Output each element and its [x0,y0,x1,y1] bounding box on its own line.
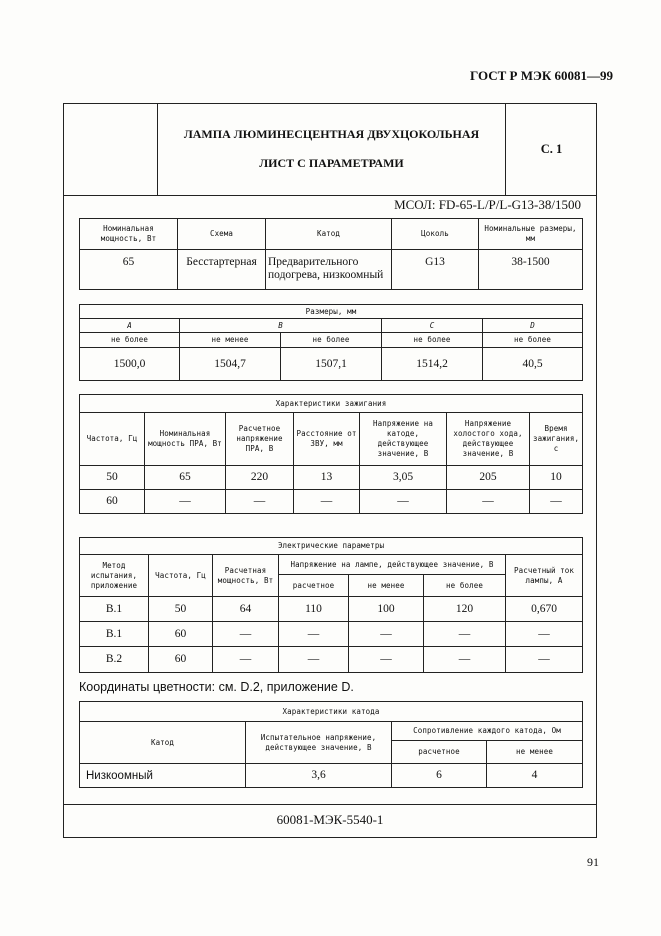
table-cell: — [279,647,349,673]
lamp-main-table [79,218,583,290]
table-cell: — [530,490,583,514]
value-d: 40,5 [483,348,583,381]
table-cell: — [213,647,279,673]
chromaticity-note: Координаты цветности: см. D.2, приложение D. [79,680,354,694]
starting-characteristics-table [79,394,583,514]
header-cathode-voltage: Напряжение на катоде, действующее значение, В [360,413,447,466]
header-ballast-voltage: Расчетное напряжение ПРА, В [226,413,294,466]
value-c: 1514,2 [382,348,483,381]
table-cell: — [424,647,506,673]
table-cell: 0,670 [506,597,583,622]
limit-c: не более [382,333,483,348]
header-left-cell [63,103,158,196]
table-cell: 120 [424,597,506,622]
table-cell: 100 [349,597,424,622]
limit-d: не более [483,333,583,348]
header-cathode: Катод [266,219,392,250]
model-designation: МСОЛ: FD-65-L/P/L-G13-38/1500 [394,197,581,212]
footer-code: 60081-МЭК-5540-1 [276,812,384,827]
col-a: A [80,319,180,333]
header-open-voltage: Напряжение холостого хода, действующее значение, В [447,413,530,466]
sub-max: не более [424,575,506,597]
table-cell: 60 [149,647,213,673]
test-voltage-value: 3,6 [246,764,392,788]
cell-scheme: Бесстартерная [178,250,266,290]
header-cap: Цоколь [392,219,479,250]
table-cell: — [145,490,226,514]
table-cell: — [279,622,349,647]
cathode-type: Низкоомный [80,764,246,788]
starting-title: Характеристики зажигания [80,395,583,413]
value-b-min: 1504,7 [180,348,281,381]
cell-cap: G13 [392,250,479,290]
limit-a: не более [80,333,180,348]
table-cell: — [213,622,279,647]
col-b: B [180,319,382,333]
title-line-1: ЛАМПА ЛЮМИНЕСЦЕНТНАЯ ДВУХЦОКОЛЬНАЯ [183,127,480,141]
table-cell: 65 [145,466,226,490]
table-cell: — [294,490,360,514]
limit-b-max: не более [281,333,382,348]
header-power: Номинальная мощность, Вт [80,219,178,250]
header-start-time: Время зажигания, с [530,413,583,466]
title-line-2: ЛИСТ С ПАРАМЕТРАМИ [259,156,404,170]
header-frequency: Частота, Гц [149,555,213,597]
table-cell: 3,05 [360,466,447,490]
header-scheme: Схема [178,219,266,250]
table-cell: 64 [213,597,279,622]
dimensions-table [79,304,583,381]
header-dimensions: Номинальные размеры, мм [479,219,583,250]
header-lamp-voltage: Напряжение на лампе, действующее значение, В [279,555,506,575]
document-code: ГОСТ Р МЭК 60081—99 [470,68,613,83]
table-cell: 220 [226,466,294,490]
value-a: 1500,0 [80,348,180,381]
electrical-parameters-table [79,537,583,673]
col-d: D [483,319,583,333]
cell-power: 65 [80,250,178,290]
cathode-title: Характеристики катода [80,702,583,722]
table-cell: — [360,490,447,514]
header-resistance: Сопротивление каждого катода, Ом [392,722,583,741]
value-b-max: 1507,1 [281,348,382,381]
header-distance: Расстояние от ЗВУ, мм [294,413,360,466]
header-test-method: Метод испытания, приложение [80,555,149,597]
table-cell: B.2 [80,647,149,673]
table-cell: 13 [294,466,360,490]
table-cell: — [349,647,424,673]
header-frequency: Частота, Гц [80,413,145,466]
table-cell: — [506,622,583,647]
limit-b-min: не менее [180,333,281,348]
cathode-characteristics-table [79,701,583,788]
sub-rated: расчетное [392,741,487,764]
sub-min: не менее [349,575,424,597]
header-lamp-current: Расчетный ток лампы, А [506,555,583,597]
header-rated-power: Расчетная мощность, Вт [213,555,279,597]
page-number: 91 [587,855,599,869]
table-cell: — [226,490,294,514]
footer-divider [63,804,597,805]
table-cell: B.1 [80,597,149,622]
sheet-number: С. 1 [540,142,563,156]
table-cell: — [506,647,583,673]
table-cell: — [349,622,424,647]
table-cell: 110 [279,597,349,622]
table-cell: 50 [149,597,213,622]
sub-min: не менее [487,741,583,764]
cell-cathode: Предварительного подогрева, низкоомный [266,250,392,290]
table-cell: 205 [447,466,530,490]
table-cell: 10 [530,466,583,490]
resistance-min: 4 [487,764,583,788]
header-cathode: Катод [80,722,246,764]
col-c: C [382,319,483,333]
table-cell: 50 [80,466,145,490]
header-test-voltage: Испытательное напряжение, действующее значение, В [246,722,392,764]
header-ballast-power: Номинальная мощность ПРА, Вт [145,413,226,466]
table-cell: B.1 [80,622,149,647]
table-cell: — [424,622,506,647]
table-cell: — [447,490,530,514]
header-divider [63,195,597,196]
header-title [158,103,506,196]
electrical-title: Электрические параметры [80,538,583,555]
sub-rated: расчетное [279,575,349,597]
table-cell: 60 [80,490,145,514]
resistance-rated: 6 [392,764,487,788]
table-cell: 60 [149,622,213,647]
cell-dimensions: 38-1500 [479,250,583,290]
dimensions-title: Размеры, мм [80,305,583,319]
